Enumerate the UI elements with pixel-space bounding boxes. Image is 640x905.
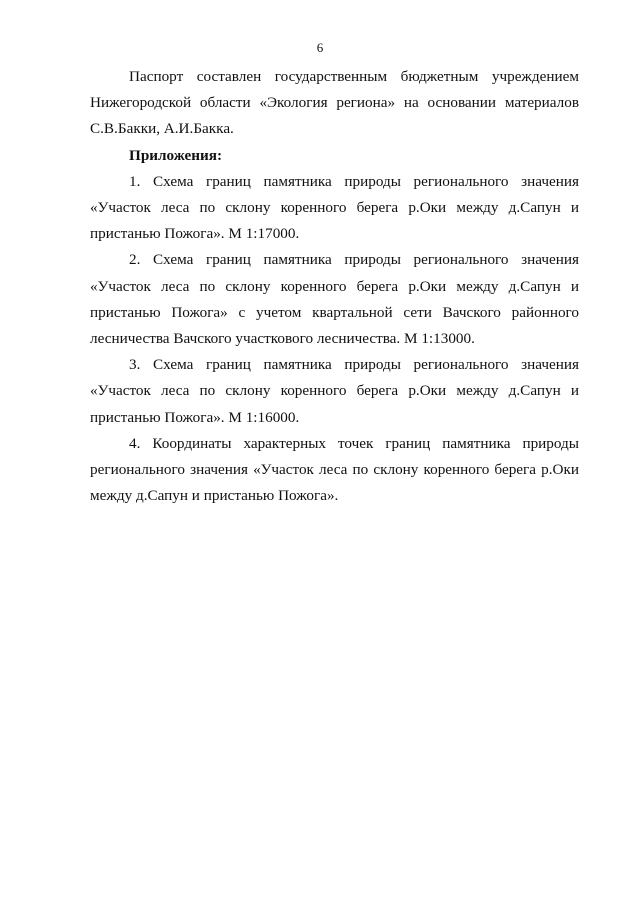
page-number: 6 xyxy=(316,40,324,55)
document-body xyxy=(90,64,579,509)
intro-paragraph: Паспорт составлен государственным бюджетным учреждением Нижегородской области «Экология региона» на основании материалов С.В.Бакки, А.И.Бакка. xyxy=(90,68,579,138)
appendices-heading: Приложения: xyxy=(129,146,223,164)
appendix-item-1: 1. Схема границ памятника природы регионального значения «Участок леса по склону коренного берега р.Оки между д.Сапун и пристанью Пожога». М 1:17000. xyxy=(90,172,579,243)
appendix-item-2: 2. Схема границ памятника природы регионального значения «Участок леса по склону коренного берега р.Оки между д.Сапун и пристанью Пожога» с учетом квартальной сети Вачского районного лесничества Вачского участкового лесничества. М 1:13000. xyxy=(90,251,579,348)
appendix-item-3: 3. Схема границ памятника природы регионального значения «Участок леса по склону коренного берега р.Оки между д.Сапун и пристанью Пожога». М 1:16000. xyxy=(90,356,579,426)
appendix-item-4: 4. Координаты характерных точек границ памятника природы регионального значения «Участок леса по склону коренного берега р.Оки между д.Сапун и пристанью Пожога». xyxy=(90,434,579,505)
